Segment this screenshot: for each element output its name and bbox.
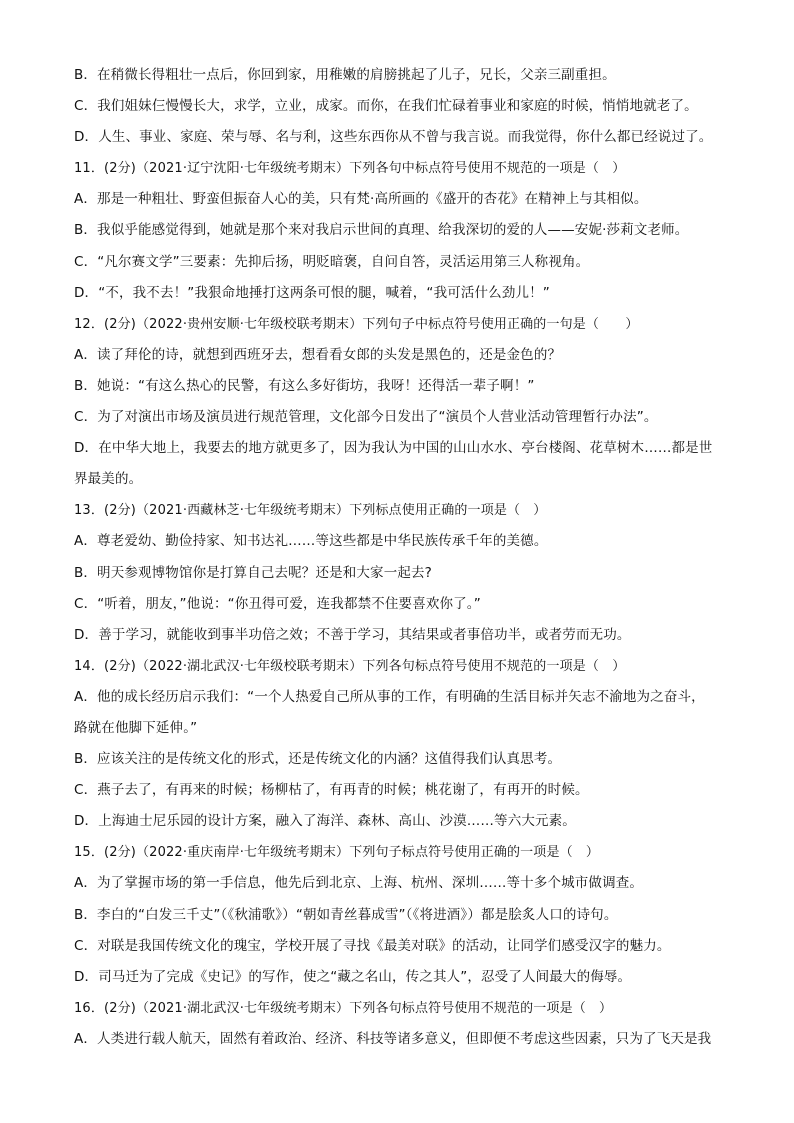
answer-option-line: C．“听着，朋友，”他说：“你丑得可爱，连我都禁不住要喜欢你了。” [74, 595, 481, 612]
answer-option-line: B．应该关注的是传统文化的形式，还是传统文化的内涵？这值得我们认真思考。 [74, 751, 562, 768]
answer-option-line: A．尊老爱幼、勤俭持家、知书达礼……等这些都是中华民族传承千年的美德。 [74, 533, 548, 550]
exam-question-list [74, 60, 794, 1055]
question-stem: 11．(2分)（2021·辽宁沈阳·七年级统考期末）下列各句中标点符号使用不规范的一项是（ ） [74, 161, 626, 177]
answer-option-line: C．燕子去了，有再来的时候；杨柳枯了，有再青的时候；桃花谢了，有再开的时候。 [74, 782, 589, 799]
answer-option-line: A．人类进行载人航天，固然有着政治、经济、科技等诸多意义，但即便不考虑这些因素，只为了飞天是我 [74, 1030, 712, 1047]
answer-option-line: C．对联是我国传统文化的瑰宝，学校开展了寻找《最美对联》的活动，让同学们感受汉字的魅力。 [74, 937, 671, 954]
answer-option-line: A．他的成长经历启示我们：“一个人热爱自己所从事的工作，有明确的生活目标并矢志不渝地为之奋斗， [74, 688, 705, 705]
answer-option-line: 界最美的。 [74, 471, 143, 488]
answer-option-line: B．在稍微长得粗壮一点后，你回到家，用稚嫩的肩膀挑起了儿子，兄长，父亲三副重担。 [74, 67, 616, 83]
answer-option-line: B．李白的“白发三千丈”（《秋浦歌》）“朝如青丝暮成雪”（《将进酒》）都是脍炙人口的诗句。 [74, 906, 618, 923]
answer-option-line: B．明天参观博物馆你是打算自己去呢？还是和大家一起去? [74, 564, 432, 581]
question-stem: 12．(2分)（2022·贵州安顺·七年级校联考期末）下列句子中标点符号使用正确的一句是（ ） [74, 316, 639, 332]
answer-option-line: A．为了掌握市场的第一手信息，他先后到北京、上海、杭州、深圳……等十多个城市做调查。 [74, 875, 644, 892]
answer-option-line: C．为了对演出市场及演员进行规范管理，文化部今日发出了“演员个人营业活动管理暂行办法”。 [74, 409, 658, 426]
answer-option-line: C．“凡尔赛文学”三要素：先抑后扬，明贬暗褒，自问自答，灵活运用第三人称视角。 [74, 253, 590, 270]
answer-option-line: 路就在他脚下延伸。” [74, 719, 198, 736]
answer-option-line: D．“不，我不去！”我狠命地捶打这两条可恨的腿，喊着，“我可活什么劲儿！” [74, 284, 550, 301]
answer-option-line: D．上海迪士尼乐园的设计方案，融入了海洋、森林、高山、沙漠……等六大元素。 [74, 813, 576, 830]
answer-option-line: D．司马迁为了完成《史记》的写作，使之“藏之名山，传之其人”，忍受了人间最大的侮辱。 [74, 968, 632, 985]
answer-option-line: B．我似乎能感觉得到，她就是那个来对我启示世间的真理、给我深切的爱的人——安妮·莎莉文老师。 [74, 222, 689, 239]
question-stem: 16．(2分)（2021·湖北武汉·七年级统考期末）下列各句标点符号使用不规范的一项是（ ） [74, 1000, 613, 1016]
question-stem: 15．(2分)（2022·重庆南岸·七年级统考期末）下列句子标点符号使用正确的一项是（ ） [74, 845, 600, 861]
answer-option-line: D．人生、事业、家庭、荣与辱、名与利，这些东西你从不曾与我言说。而我觉得，你什么都已经说过了。 [74, 129, 713, 146]
answer-option-line: D．在中华大地上，我要去的地方就更多了，因为我认为中国的山山水水、亭台楼阁、花草树木……都是世 [74, 440, 713, 457]
answer-option-line: A．那是一种粗壮、野蛮但振奋人心的美，只有梵·高所画的《盛开的杏花》在精神上与其相似。 [74, 191, 648, 208]
question-stem: 14．(2分)（2022·湖北武汉·七年级校联考期末）下列各句标点符号使用不规范的一项是（ ） [74, 658, 626, 674]
answer-option-line: C．我们姐妹仨慢慢长大，求学，立业，成家。而你，在我们忙碌着事业和家庭的时候，悄悄地就老了。 [74, 98, 698, 115]
answer-option-line: D．善于学习，就能收到事半功倍之效；不善于学习，其结果或者事倍功半，或者劳而无功。 [74, 626, 631, 643]
answer-option-line: B．她说：“有这么热心的民警，有这么多好街坊，我呀！还得活一辈子啊！” [74, 377, 535, 394]
question-stem: 13．(2分)（2021·西藏林芝·七年级统考期末）下列标点使用正确的一项是（ ） [74, 503, 547, 519]
answer-option-line: A．读了拜伦的诗，就想到西班牙去，想看看女郎的头发是黑色的，还是金色的？ [74, 346, 562, 363]
